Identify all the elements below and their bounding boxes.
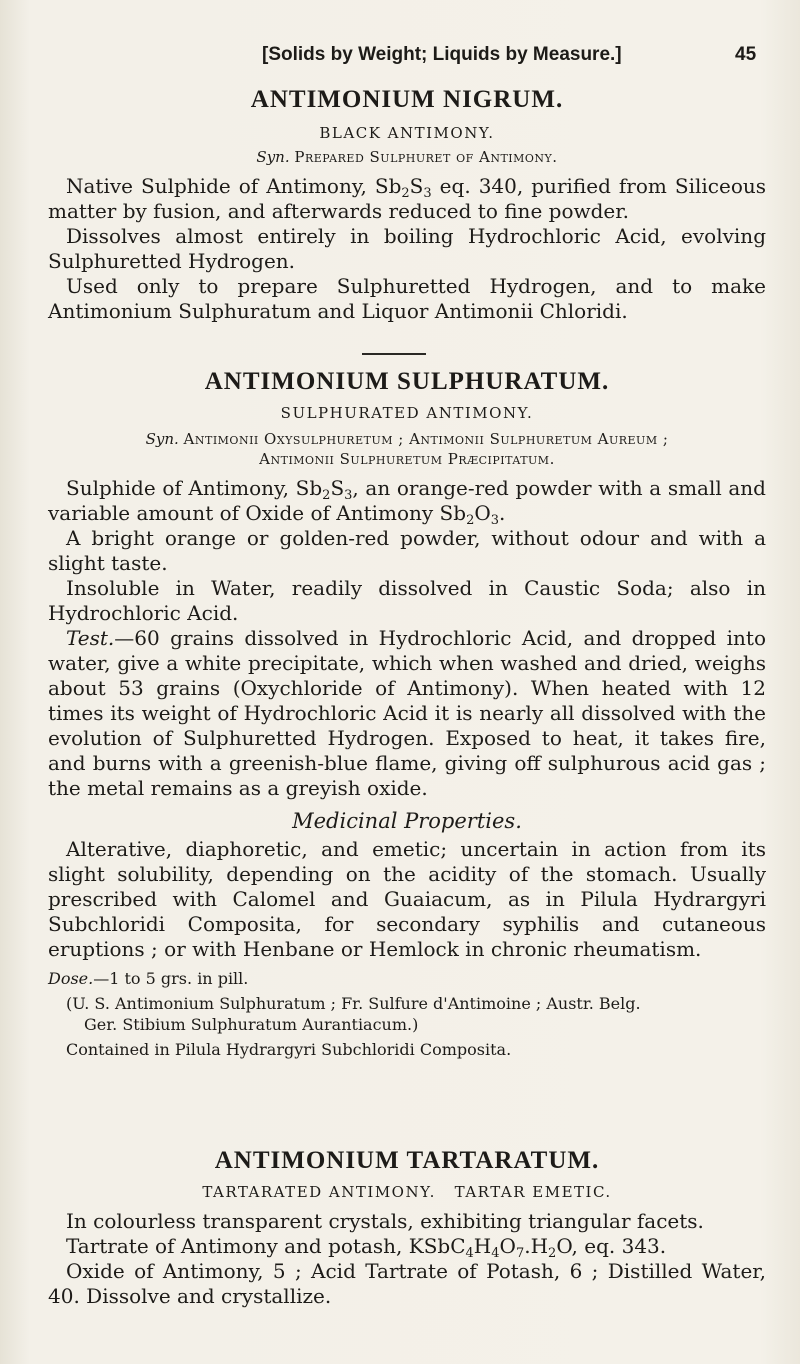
text-run: O, eq. 343.: [556, 1234, 667, 1258]
syn-label: Syn.: [256, 148, 290, 166]
medicinal-heading: Medicinal Properties.: [292, 809, 522, 833]
subscript: 3: [344, 487, 353, 503]
test-paragraph: [48, 626, 766, 801]
page-number: 45: [735, 44, 757, 65]
text-run: S: [409, 174, 424, 198]
dose-text: —1 to 5 grs. in pill.: [93, 969, 249, 988]
subscript: 2: [466, 512, 475, 528]
section-title: ANTIMONIUM TARTARATUM.: [214, 1147, 600, 1174]
solubility-paragraph: Insoluble in Water, readily dissolved in Caustic Soda; also in Hydrochloric Acid.: [48, 576, 766, 625]
synonym-line: [48, 430, 766, 448]
text-run: O: [499, 1234, 516, 1258]
section-subtitle: TARTARATED ANTIMONY. TARTAR EMETIC.: [202, 1183, 612, 1201]
text-run: H: [473, 1234, 492, 1258]
dose-line: [48, 968, 766, 989]
subscript: 3: [490, 512, 500, 528]
section-antimonium-nigrum: [48, 86, 766, 324]
section-title: ANTIMONIUM SULPHURATUM.: [204, 368, 610, 395]
syn-text: Antimonii Sulphuretum Præcipitatum.: [259, 450, 555, 468]
header-title: [Solids by Weight; Liquids by Measure.]: [262, 44, 622, 65]
dose-label: Dose.: [48, 969, 94, 988]
synonym-line-2: [48, 450, 766, 468]
section-antimonium-sulphuratum: [48, 368, 766, 1060]
description-paragraph: [48, 174, 766, 224]
foreign-synonyms-2: Ger. Stibium Sulphuratum Aurantiacum.): [84, 1015, 419, 1034]
text-run: O: [474, 501, 491, 525]
medicinal-paragraph: Alterative, diaphoretic, and emetic; uncertain in action from its slight solubility, depending on the acidity of the stomach. Usually prescribed with Calomel and Guaiacum, as in Pilula Hydrargyri Subchloridi Composita, for secondary syphilis and cutaneous eruptions ; or with Henbane or Hemlock in chronic rheumatism.: [48, 837, 766, 961]
text-run: .: [499, 501, 506, 525]
preparation-paragraph: Oxide of Antimony, 5 ; Acid Tartrate of Potash, 6 ; Distilled Water, 40. Dissolve and crystallize.: [48, 1259, 766, 1308]
subscript: 4: [491, 1245, 500, 1261]
text-run: Tartrate of Antimony and potash, KSbC: [66, 1234, 466, 1258]
usage-paragraph: Used only to prepare Sulphuretted Hydrogen, and to make Antimonium Sulphuratum and Liquor Antimonii Chloridi.: [48, 274, 766, 323]
syn-label: Syn.: [145, 430, 179, 448]
text-run: S: [330, 476, 345, 500]
subscript: 2: [401, 185, 410, 201]
subscript: 2: [322, 487, 331, 503]
foreign-synonyms-1: (U. S. Antimonium Sulphuratum ; Fr. Sulfure d'Antimoine ; Austr. Belg.: [66, 994, 641, 1013]
description-paragraph: [48, 476, 766, 526]
description-paragraph: In colourless transparent crystals, exhibiting triangular facets.: [66, 1209, 704, 1233]
section-divider: [362, 353, 426, 355]
synonym-line: [48, 148, 766, 166]
text-run: , an orange-red powder with a small and variable amount of Oxide of Antimony Sb: [48, 476, 766, 525]
subscript: 3: [423, 185, 432, 201]
appearance-paragraph: A bright orange or golden-red powder, without odour and with a slight taste.: [48, 526, 766, 575]
test-label: Test.: [66, 626, 115, 650]
text-run: Sulphide of Antimony, Sb: [66, 476, 323, 500]
solubility-paragraph: Dissolves almost entirely in boiling Hydrochloric Acid, evolving Sulphuretted Hydrogen.: [48, 224, 766, 273]
text-run: .H: [524, 1234, 549, 1258]
subscript: 4: [465, 1245, 474, 1261]
formula-paragraph: [48, 1234, 766, 1259]
syn-text: Antimonii Oxysulphuretum ; Antimonii Sulphuretum Aureum ;: [183, 430, 669, 448]
text-run: Native Sulphide of Antimony, Sb: [66, 174, 402, 198]
section-subtitle: SULPHURATED ANTIMONY.: [280, 404, 534, 422]
section-subtitle: BLACK ANTIMONY.: [319, 124, 495, 142]
contained-in: Contained in Pilula Hydrargyri Subchloridi Composita.: [66, 1040, 512, 1059]
section-title: ANTIMONIUM NIGRUM.: [250, 86, 564, 113]
text-run: eq. 340, purified from Siliceous matter by fusion, and afterwards reduced to fine powder.: [48, 174, 767, 223]
section-antimonium-tartaratum: [48, 1147, 766, 1309]
test-text: —60 grains dissolved in Hydrochloric Acid, and dropped into water, give a white precipitate, which when washed and dried, weighs about 53 grains (Oxychloride of Antimony). When heated with 12 times its weight of Hydrochloric Acid it is nearly all dissolved with the evolution of Sulphuretted Hydrogen. Exposed to heat, it takes fire, and burns with a greenish-blue flame, giving off sulphurous acid gas ; the metal remains as a greyish oxide.: [48, 626, 766, 800]
subscript: 2: [548, 1245, 557, 1261]
syn-text: Prepared Sulphuret of Antimony.: [294, 148, 558, 166]
subscript: 7: [515, 1245, 525, 1261]
